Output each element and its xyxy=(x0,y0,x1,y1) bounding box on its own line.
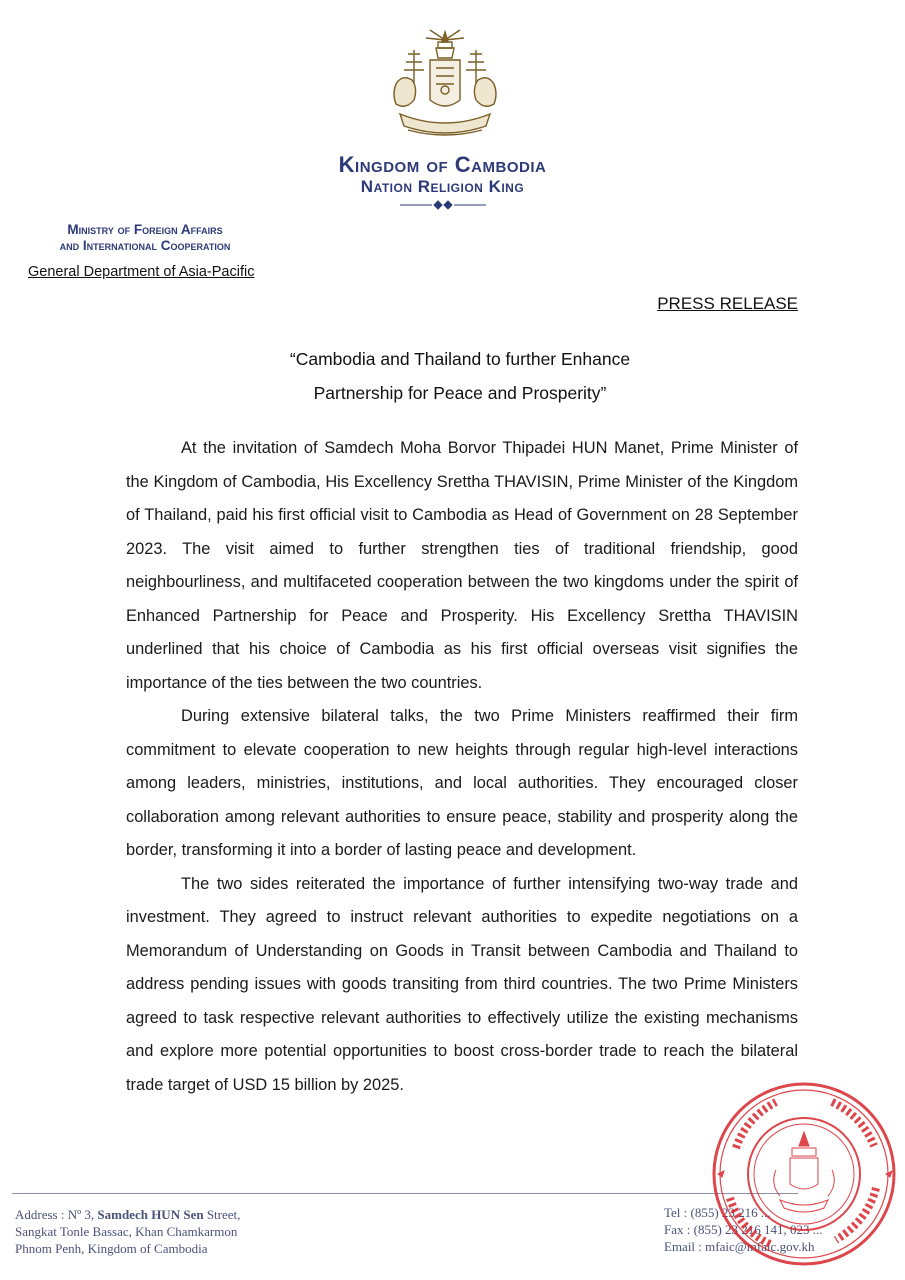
royal-coat-of-arms-icon xyxy=(386,28,504,144)
department-name: General Department of Asia-Pacific xyxy=(28,264,255,280)
footer-address xyxy=(15,1206,240,1257)
address-prefix: Address : Nº 3, xyxy=(15,1207,98,1222)
contact-fax: Fax : (855) 23 216 141, 023 ... xyxy=(664,1222,823,1237)
document-type-label: PRESS RELEASE xyxy=(657,294,798,313)
address-line2: Sangkat Tonle Bassac, Khan Chamkarmon xyxy=(15,1224,238,1239)
paragraph-2: During extensive bilateral talks, the two Prime Ministers reaffirmed their firm commitment to elevate cooperation to new heights through regular high-level interactions among leaders, ministries, institutions, and local authorities. They encouraged closer collaboration among relevant authorities to ensure peace, stability and prosperity along the border, transforming it into a border of lasting peace and development. xyxy=(126,707,798,859)
contact-tel: Tel : (855) 23 216 ... xyxy=(664,1205,771,1220)
contact-email: Email : mfaic@mfaic.gov.kh xyxy=(664,1239,815,1254)
ornament-divider-icon xyxy=(398,199,488,211)
address-line1 xyxy=(15,1206,240,1223)
paragraph-1: At the invitation of Samdech Moha Borvor Thipadei HUN Manet, Prime Minister of the Kingdom of Cambodia, His Excellency Srettha THAVISIN, Prime Minister of the Kingdom of Thailand, paid his first official visit to Cambodia as Head of Government on 28 September 2023. The visit aimed to further strengthen ties of traditional friendship, good neighbourliness, and multifaceted cooperation between the two kingdoms under the spirit of Enhanced Partnership for Peace and Prosperity. His Excellency Srettha THAVISIN underlined that his choice of Cambodia as his first official overseas visit signifies the importance of the ties between the two countries. xyxy=(126,439,798,692)
national-motto: Nation Religion King xyxy=(360,177,525,196)
footer-divider xyxy=(12,1193,798,1194)
official-red-seal-icon xyxy=(706,1078,902,1270)
ministry-name-line2: and International Cooperation xyxy=(59,238,231,253)
address-line3: Phnom Penh, Kingdom of Cambodia xyxy=(15,1241,208,1256)
ministry-name-line1: Ministry of Foreign Affairs xyxy=(67,222,223,237)
kingdom-heading: Kingdom of Cambodia xyxy=(338,152,547,177)
address-street-name: Samdech HUN Sen xyxy=(97,1207,204,1222)
press-release-title-line2: Partnership for Peace and Prosperity” xyxy=(313,383,607,403)
press-release-body xyxy=(126,432,798,1102)
address-street-suffix: Street, xyxy=(203,1207,241,1222)
press-release-title-line1: “Cambodia and Thailand to further Enhance xyxy=(289,349,631,369)
paragraph-3: The two sides reiterated the importance of further intensifying two-way trade and investment. They agreed to instruct relevant authorities to expedite negotiations on a Memorandum of Understanding on Goods in Transit between Cambodia and Thailand to address pending issues with goods transiting from third countries. The two Prime Ministers agreed to task respective relevant authorities to effectively utilize the existing mechanisms and explore more potential opportunities to boost cross-border trade to reach the bilateral trade target of USD 15 billion by 2025. xyxy=(126,874,798,1094)
